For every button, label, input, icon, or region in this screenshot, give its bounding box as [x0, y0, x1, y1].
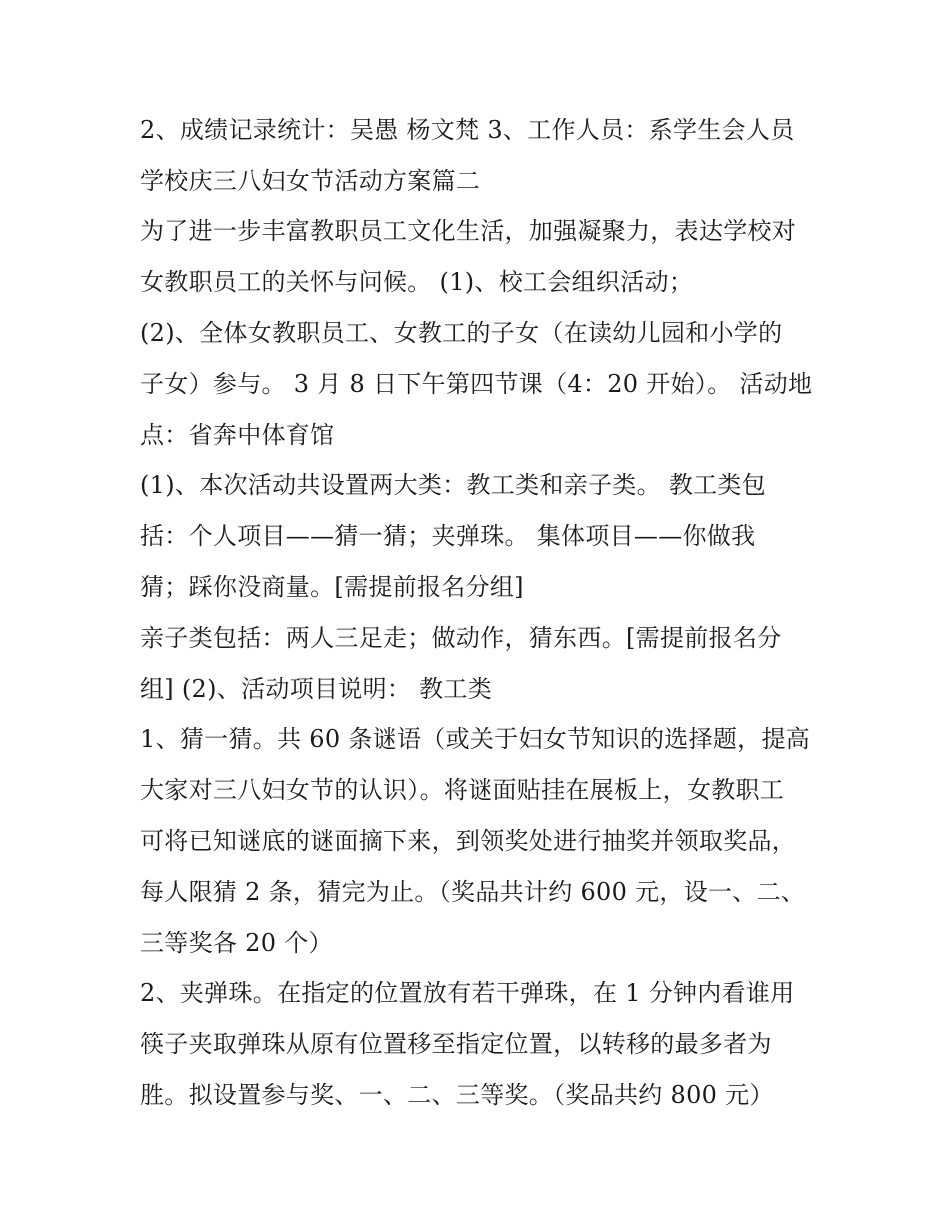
- text-line: 猜；踩你没商量。[需提前报名分组]: [140, 573, 524, 601]
- text-line: 2、成绩记录统计：吴愚 杨文梵 3、工作人员：系学生会人员: [140, 116, 795, 144]
- text-line: (2)、全体女教职员工、女教工的子女（在读幼儿园和小学的: [140, 319, 783, 347]
- text-line: 括：个人项目——猜一猜；夹弹珠。 集体项目——你做我: [140, 522, 756, 550]
- text-line: 组] (2)、活动项目说明： 教工类: [140, 675, 493, 703]
- text-line: 每人限猜 2 条，猜完为止。（奖品共计约 600 元，设一、二、: [140, 878, 806, 906]
- text-line: 2、夹弹珠。在指定的位置放有若干弹珠，在 1 分钟内看谁用: [140, 979, 795, 1007]
- text-line: 亲子类包括：两人三足走；做动作，猜东西。[需提前报名分: [140, 624, 782, 652]
- text-line: 点：省奔中体育馆: [140, 421, 335, 449]
- text-line: 筷子夹取弹珠从原有位置移至指定位置，以转移的最多者为: [140, 1030, 772, 1058]
- text-line: 三等奖各 20 个）: [140, 929, 333, 957]
- text-line: 1、猜一猜。共 60 条谜语（或关于妇女节知识的选择题，提高: [140, 725, 811, 753]
- text-line: 女教职员工的关怀与问候。 (1)、校工会组织活动；: [140, 268, 694, 296]
- text-line: (1)、本次活动共设置两大类：教工类和亲子类。 教工类包: [140, 471, 767, 499]
- section-heading: 学校庆三八妇女节活动方案篇二: [140, 167, 481, 195]
- text-line: 大家对三八妇女节的认识）。将谜面贴挂在展板上，女教职工: [140, 776, 785, 804]
- text-line: 胜。拟设置参与奖、一、二、三等奖。（奖品共约 800 元）: [140, 1081, 774, 1109]
- text-line: 为了进一步丰富教职员工文化生活，加强凝聚力，表达学校对: [140, 217, 797, 245]
- text-line: 子女）参与。 3 月 8 日下午第四节课（4：20 开始）。 活动地: [140, 370, 813, 398]
- text-line: 可将已知谜底的谜面摘下来，到领奖处进行抽奖并领取奖品，: [140, 827, 797, 855]
